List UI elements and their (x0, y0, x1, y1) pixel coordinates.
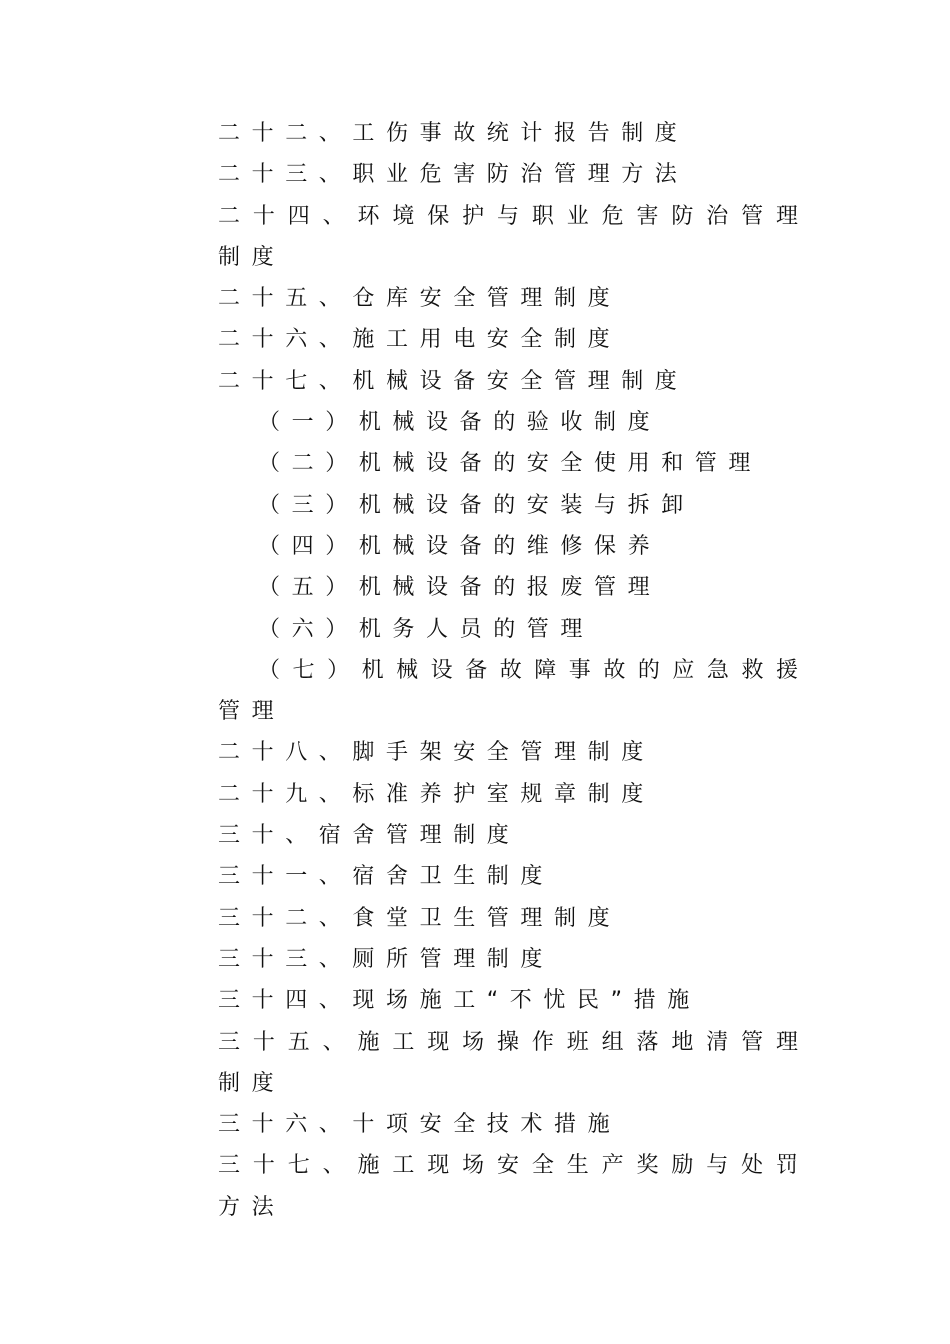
text-line: 二十八、脚手架安全管理制度 (218, 740, 655, 766)
text-line: 三十五、施工现场操作班组落地清管理 (218, 1029, 798, 1055)
text-line: 三十、宿舍管理制度 (218, 823, 521, 849)
text-line: （七）机械设备故障事故的应急救援 (258, 657, 798, 683)
text-line: 二十九、标准养护室规章制度 (218, 781, 655, 807)
text-line: 二十六、施工用电安全制度 (218, 327, 622, 353)
text-line: 三十六、十项安全技术措施 (218, 1112, 622, 1138)
text-line: 二十七、机械设备安全管理制度 (218, 368, 689, 394)
document-body (218, 113, 798, 1228)
text-line: 二十五、仓库安全管理制度 (218, 286, 622, 312)
text-line: 三十二、食堂卫生管理制度 (218, 905, 622, 931)
text-line: 三十一、宿舍卫生制度 (218, 864, 555, 890)
text-line: 二十四、环境保护与职业危害防治管理 (218, 203, 798, 229)
text-line: 制度 (218, 1070, 286, 1096)
text-line: 二十三、职业危害防治管理方法 (218, 162, 689, 188)
text-line: （五）机械设备的报废管理 (258, 575, 662, 601)
text-line: 方法 (218, 1194, 286, 1220)
text-line: （六）机务人员的管理 (258, 616, 595, 642)
text-line: （四）机械设备的维修保养 (258, 533, 662, 559)
text-line: 三十七、施工现场安全生产奖励与处罚 (218, 1153, 798, 1179)
text-line: （三）机械设备的安装与拆卸 (258, 492, 695, 518)
text-line: 三十四、现场施工“不忧民”措施 (218, 988, 701, 1014)
text-line: 管理 (218, 699, 286, 725)
text-line: 制度 (218, 244, 286, 270)
text-line: 二十二、工伤事故统计报告制度 (218, 121, 689, 146)
text-line: （一）机械设备的验收制度 (258, 410, 662, 436)
text-line: 三十三、厕所管理制度 (218, 946, 555, 972)
text-line: （二）机械设备的安全使用和管理 (258, 451, 763, 477)
